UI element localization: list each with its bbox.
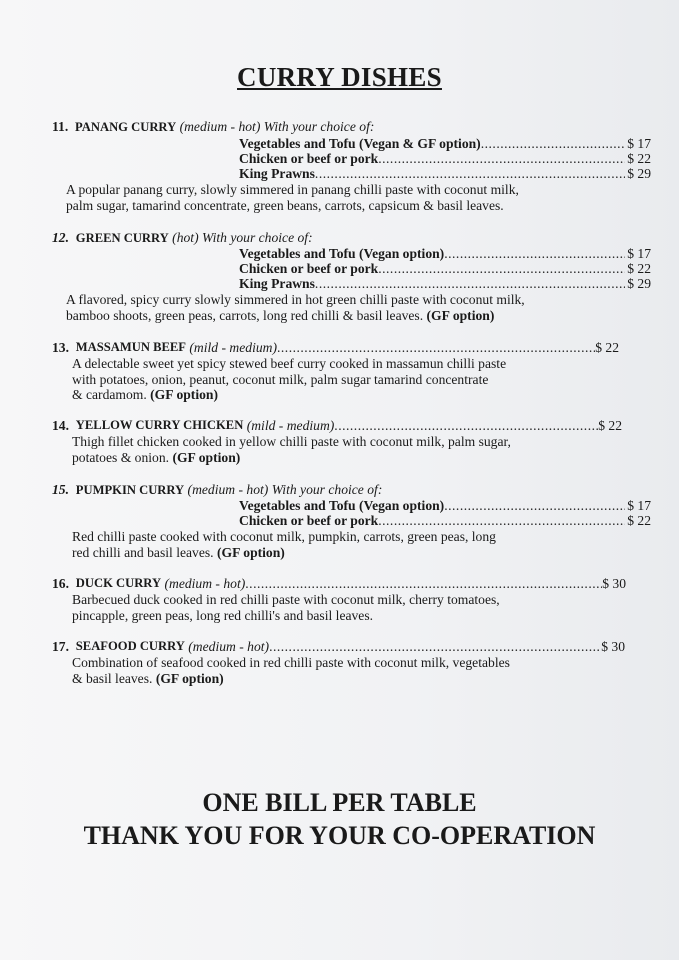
dish-name: GREEN CURRY [75, 231, 169, 245]
dish-note: (medium - hot) [164, 576, 246, 591]
option-label: Vegetables and Tofu (Vegan option) [239, 246, 445, 261]
dish-number: 11. [52, 119, 69, 134]
gf-option-tag: (GF option) [150, 387, 218, 403]
option-row [239, 136, 651, 152]
option-row [239, 166, 651, 182]
dish-number: 15. [52, 482, 69, 497]
option-label: Vegetables and Tofu (Vegan & GF option) [239, 136, 481, 151]
option-row [239, 513, 651, 529]
gf-option-tag: (GF option) [426, 307, 495, 323]
dish-note: (medium - hot) With your choice of: [179, 119, 375, 134]
dish-number: 12. [52, 230, 69, 245]
dish-note: (medium - hot) [188, 639, 270, 654]
dish-number: 14. [52, 418, 69, 433]
dish-price: $ 30 [602, 576, 626, 591]
dish-number: 17. [52, 639, 69, 654]
option-row [239, 276, 651, 292]
dish-description: Combination of seafood cooked in red chilli paste with coconut milk, vegetables & basil leaves. (GF option) [72, 655, 510, 686]
option-row [239, 151, 651, 167]
dish-description: A popular panang curry, slowly simmered in panang chilli paste with coconut milk, palm sugar, tamarind concentrate, green beans, carrots, capsicum & basil leaves. [66, 182, 519, 213]
gf-option-tag: (GF option) [172, 449, 241, 465]
option-price: $ 29 [627, 276, 651, 291]
option-label: Chicken or beef or pork [239, 151, 379, 166]
option-price: $ 29 [627, 166, 651, 181]
dish-price: $ 30 [601, 639, 625, 654]
option-row [239, 498, 651, 514]
page-title: CURRY DISHES [237, 62, 442, 92]
dish-description: Red chilli paste cooked with coconut milk, pumpkin, carrots, green peas, long red chilli and basil leaves. (GF option) [72, 529, 496, 560]
dish-description: A delectable sweet yet spicy stewed beef curry cooked in massamun chilli paste with potatoes, onion, peanut, coconut milk, palm sugar tamarind concentrate & cardamom. (GF option) [72, 356, 507, 403]
dish-price: $ 22 [598, 418, 622, 433]
option-price: $ 17 [627, 498, 651, 513]
dish-note: (mild - medium) [246, 418, 335, 433]
option-price: $ 22 [627, 513, 651, 528]
option-price: $ 22 [627, 261, 651, 276]
dish-number: 16. [52, 576, 69, 591]
option-label: King Prawns [239, 276, 315, 291]
dish-name: SEAFOOD CURRY [75, 639, 185, 653]
option-price: $ 22 [627, 151, 651, 166]
option-price: $ 17 [627, 136, 651, 151]
gf-option-tag: (GF option) [155, 670, 224, 686]
option-row [239, 261, 651, 277]
dish-price: $ 22 [595, 340, 619, 355]
dish-note: (mild - medium) [189, 340, 277, 355]
dish-number: 13. [52, 340, 69, 355]
option-label: Vegetables and Tofu (Vegan option) [239, 498, 445, 513]
dish-name: PUMPKIN CURRY [75, 483, 185, 497]
option-label: Chicken or beef or pork [239, 513, 379, 528]
dish-note: (hot) With your choice of: [172, 230, 313, 245]
option-label: King Prawns [239, 166, 315, 181]
option-row [239, 246, 651, 262]
dish-note: (medium - hot) With your choice of: [187, 482, 383, 497]
dish-description: Barbecued duck cooked in red chilli paste with coconut milk, cherry tomatoes, pincapple, green peas, long red chilli's and basil leaves. [72, 592, 500, 623]
dish-description: Thigh fillet chicken cooked in yellow chilli paste with coconut milk, palm sugar, potatoes & onion. (GF option) [72, 434, 511, 465]
dish-name: PANANG CURRY [75, 120, 177, 134]
footer-thanks: THANK YOU FOR YOUR CO-OPERATION [83, 821, 596, 850]
option-label: Chicken or beef or pork [239, 261, 379, 276]
option-price: $ 17 [627, 246, 651, 261]
gf-option-tag: (GF option) [216, 544, 285, 560]
dish-name: YELLOW CURRY CHICKEN [75, 418, 244, 432]
dish-name: MASSAMUN BEEF [75, 340, 186, 354]
footer-bill-notice: ONE BILL PER TABLE [202, 788, 477, 817]
dish-name: DUCK CURRY [75, 576, 162, 590]
dish-description: A flavored, spicy curry slowly simmered in hot green chilli paste with coconut milk, bamboo shoots, green peas, carrots, long red chilli & basil leaves. (GF option) [66, 292, 525, 323]
